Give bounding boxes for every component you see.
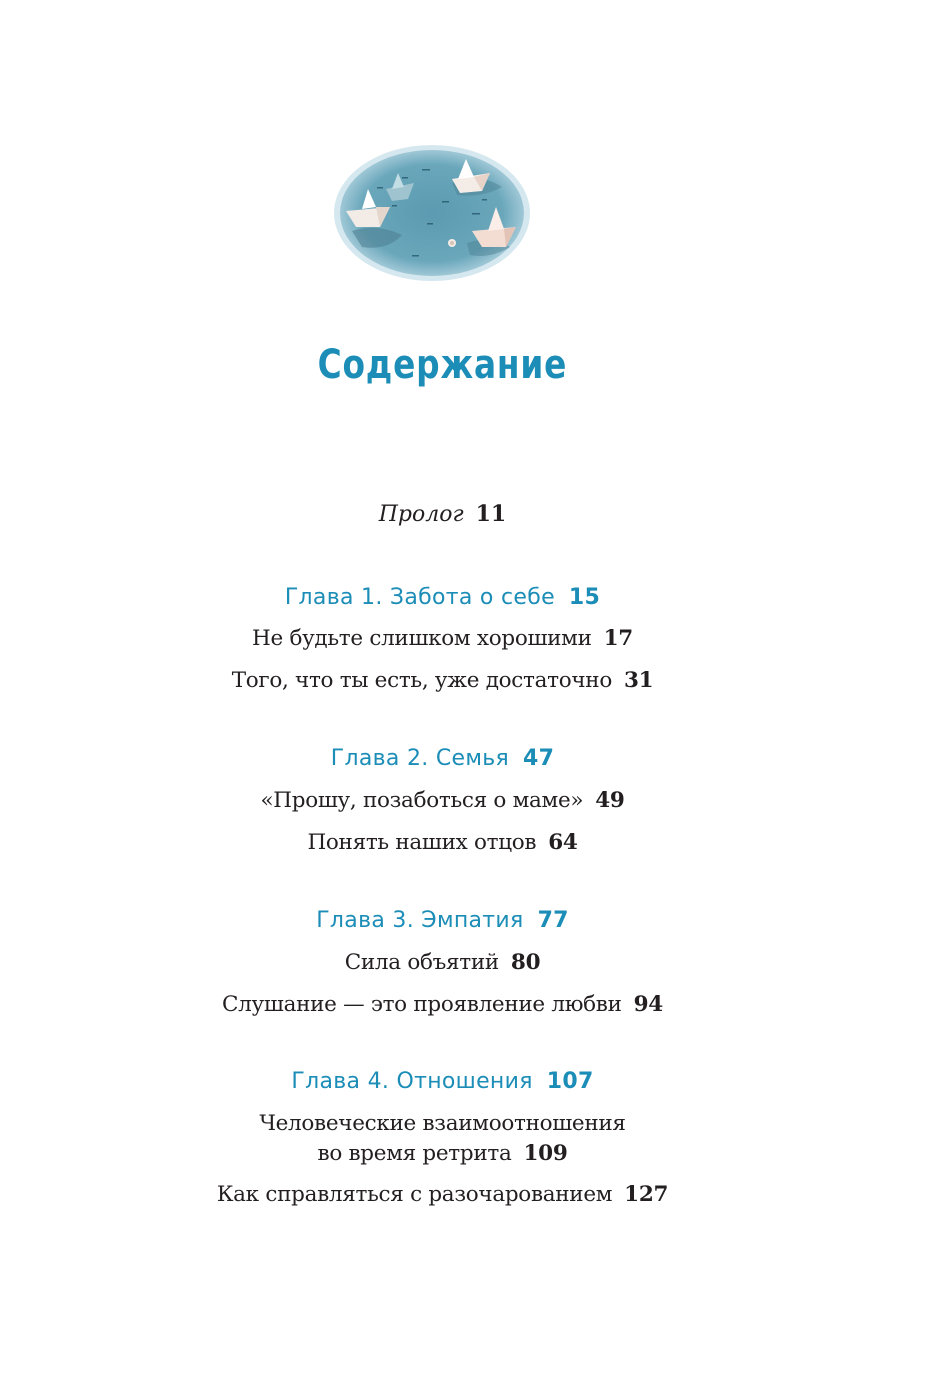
toc-page-number: 49 bbox=[595, 788, 625, 813]
toc-chapter-4[interactable] bbox=[0, 1069, 885, 1094]
toc-entry-label: Слушание — это проявление любви bbox=[222, 992, 622, 1017]
toc-chapter-3[interactable] bbox=[0, 908, 885, 933]
toc-entry-label: Как справляться с разочарованием bbox=[216, 1182, 613, 1207]
chapter-page-number: 15 bbox=[568, 585, 601, 610]
toc-entry[interactable] bbox=[0, 788, 885, 813]
toc-entry-label: Не будьте слишком хорошими bbox=[252, 626, 592, 651]
toc-entry-label: Понять наших отцов bbox=[307, 830, 537, 855]
toc-entry-label: «Прошу, позаботься о маме» bbox=[260, 788, 584, 813]
toc-entry-label: Человеческие взаимоотношения bbox=[259, 1111, 626, 1136]
toc-page-number: 127 bbox=[624, 1182, 669, 1207]
chapter-page-number: 107 bbox=[546, 1069, 594, 1094]
toc-entry-label: Сила объятий bbox=[344, 950, 499, 975]
toc-entry[interactable] bbox=[0, 1182, 885, 1207]
toc-entry[interactable] bbox=[0, 668, 885, 693]
toc-page-number: 11 bbox=[475, 501, 507, 527]
toc-page-number: 64 bbox=[548, 830, 578, 855]
toc-entry-line-1[interactable] bbox=[0, 1111, 885, 1136]
chapter-label: Глава 2. Семья bbox=[330, 746, 510, 771]
toc-entry[interactable] bbox=[0, 950, 885, 975]
chapter-page-number: 77 bbox=[537, 908, 569, 933]
toc-entry[interactable] bbox=[0, 992, 885, 1017]
toc-entry[interactable] bbox=[0, 830, 885, 855]
toc-chapter-2[interactable] bbox=[0, 746, 885, 771]
toc-entry[interactable] bbox=[0, 626, 885, 651]
toc-entry-label: во время ретрита bbox=[317, 1141, 512, 1166]
toc-page-number: 109 bbox=[523, 1141, 568, 1166]
toc-chapter-1[interactable] bbox=[0, 585, 885, 610]
chapter-page-number: 47 bbox=[523, 746, 555, 771]
toc-entry-line-2[interactable] bbox=[0, 1141, 885, 1166]
paper-boats-illustration bbox=[332, 143, 532, 283]
chapter-label: Глава 3. Эмпатия bbox=[316, 908, 524, 933]
toc-entry-label: Того, что ты есть, уже достаточно bbox=[231, 668, 612, 693]
toc-prologue[interactable] bbox=[0, 501, 885, 527]
toc-page-number: 31 bbox=[623, 668, 654, 693]
chapter-label: Глава 1. Забота о себе bbox=[284, 585, 555, 610]
chapter-label: Глава 4. Отношения bbox=[291, 1069, 533, 1094]
toc-entry-label: Пролог bbox=[378, 502, 464, 527]
toc-page-number: 94 bbox=[633, 992, 663, 1017]
page-title: Содержание bbox=[317, 342, 568, 388]
toc-page-number: 80 bbox=[510, 950, 541, 975]
toc-page-number: 17 bbox=[603, 626, 633, 651]
